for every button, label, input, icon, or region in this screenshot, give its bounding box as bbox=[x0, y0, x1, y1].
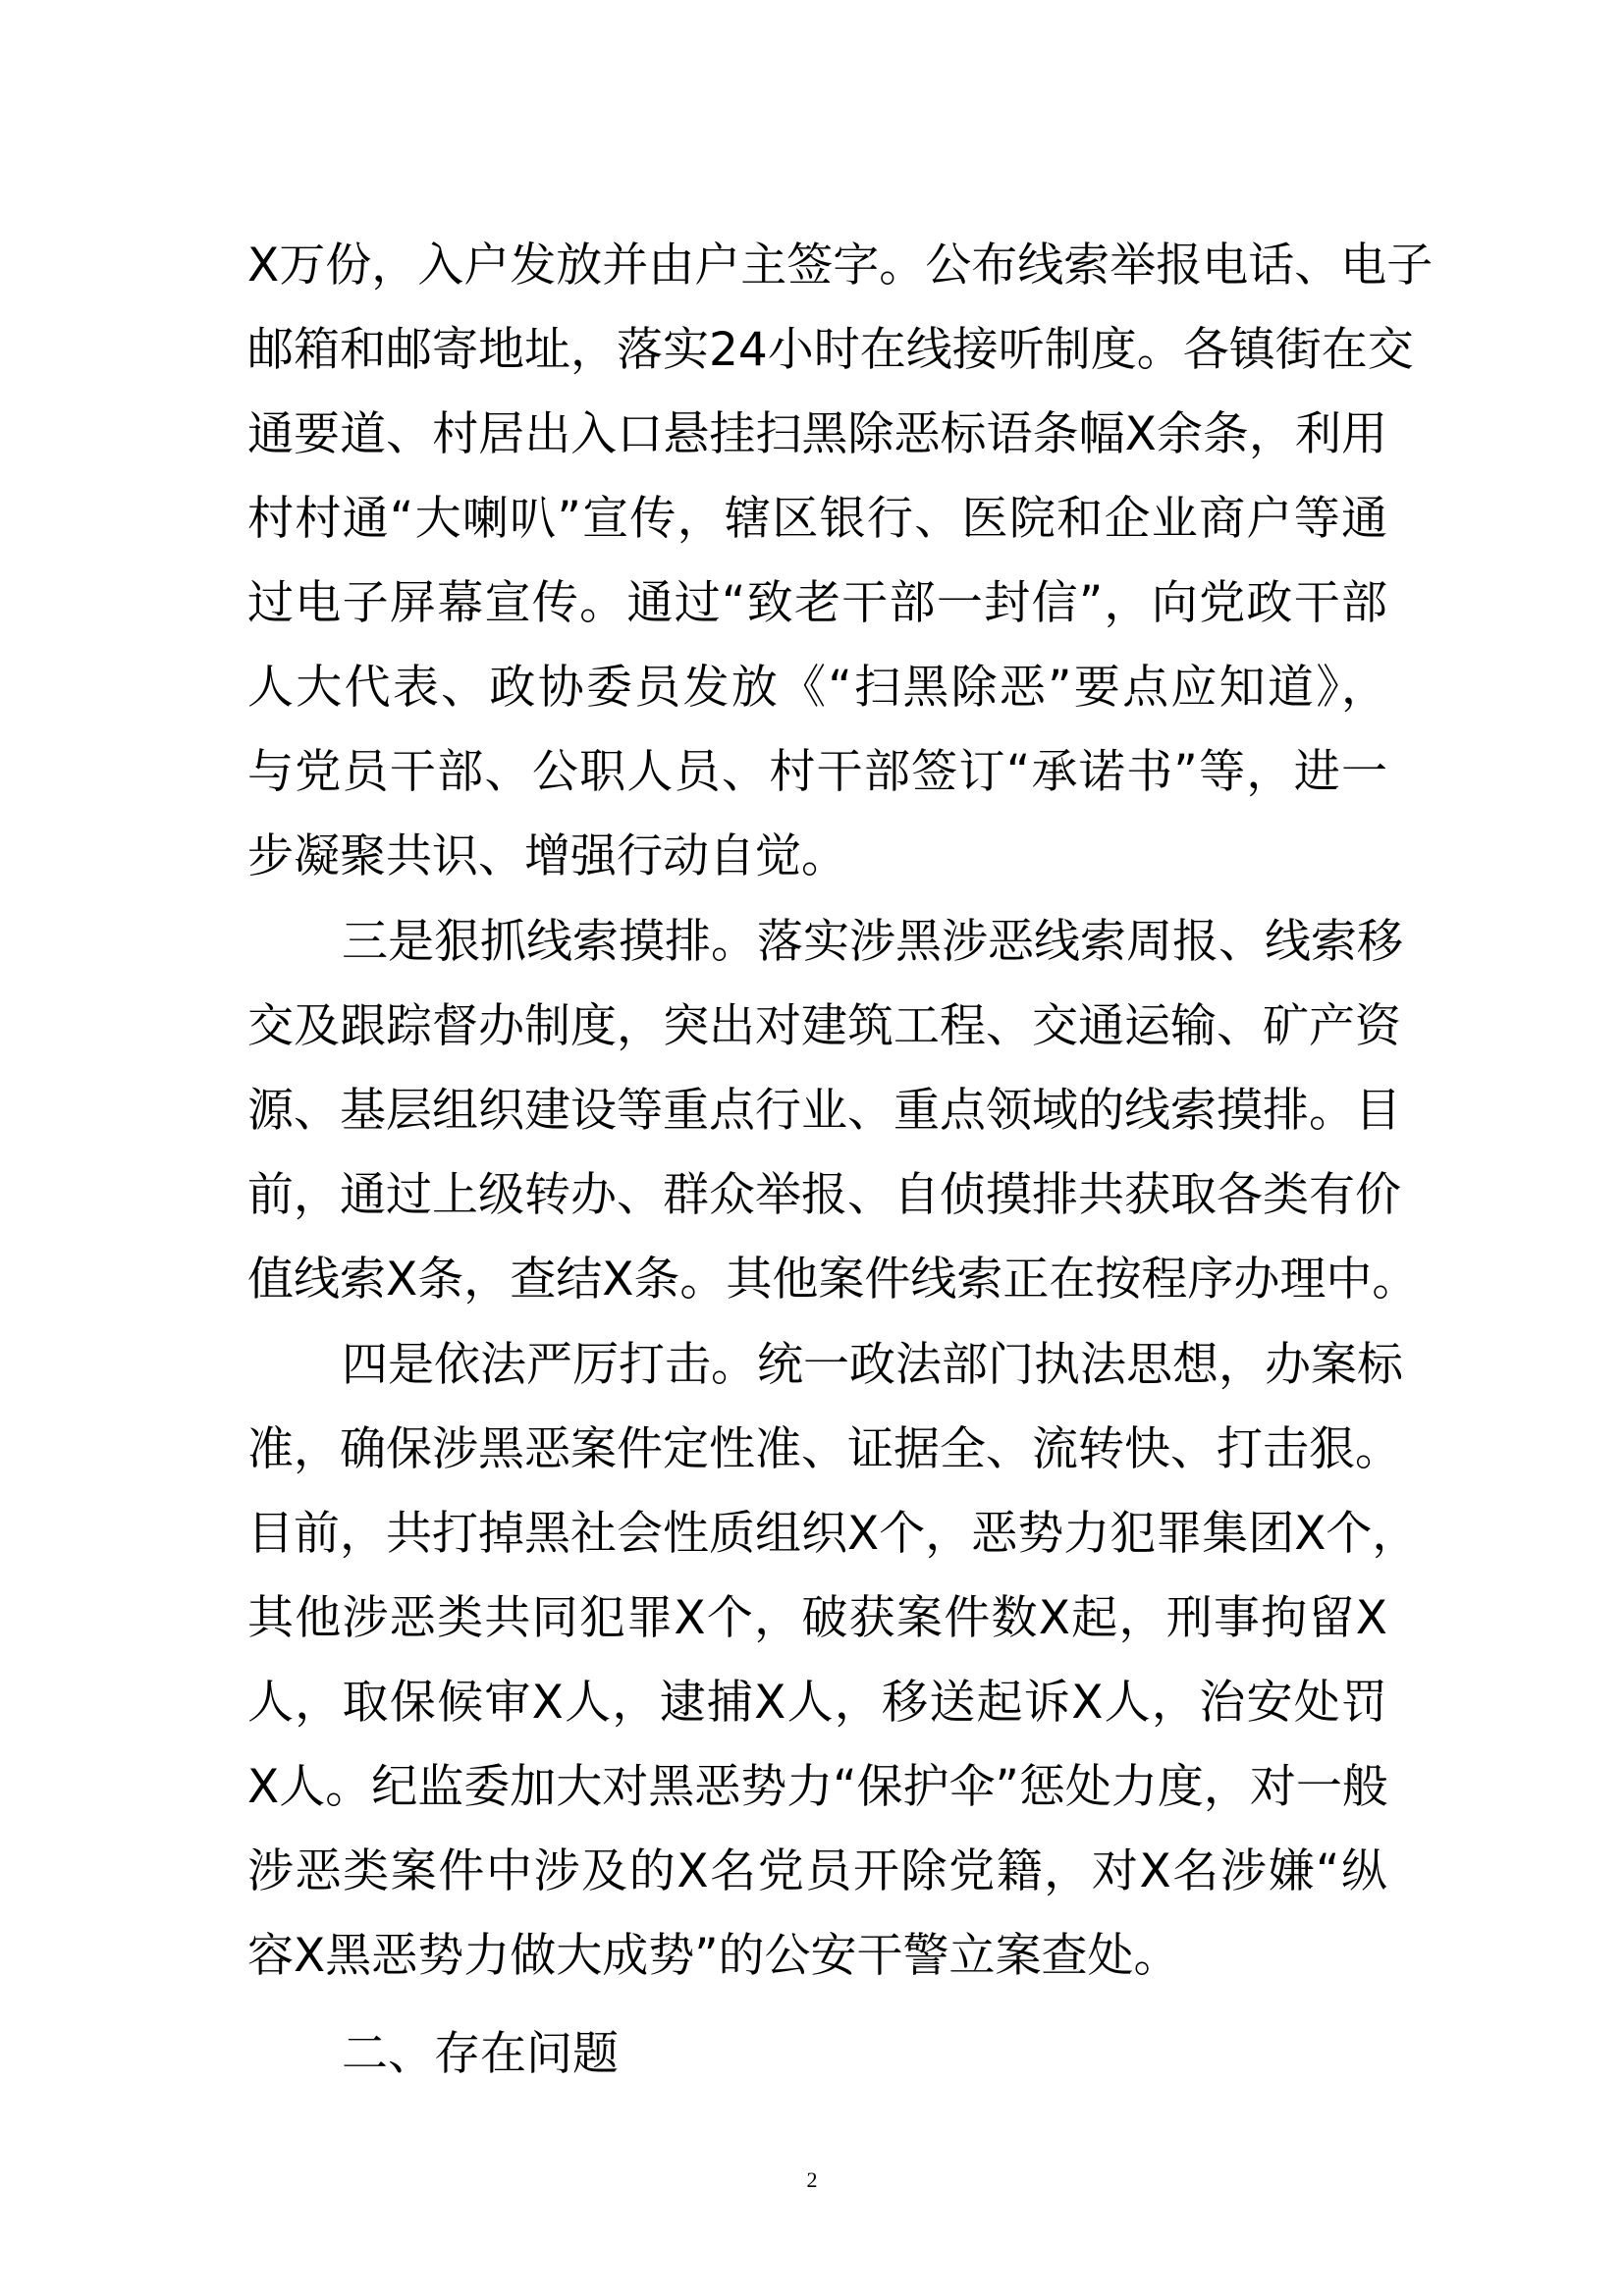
paragraph-3-line: X人。纪监委加大对黑恶势力“保护伞”惩处力度，对一般 bbox=[247, 1760, 1388, 1814]
paragraph-1-line: 通要道、村居出入口悬挂扫黑除恶标语条幅X余条，利用 bbox=[247, 407, 1387, 461]
paragraph-1-line: 邮箱和邮寄地址，落实24小时在线接听制度。各镇街在交 bbox=[247, 323, 1414, 377]
paragraph-2-line: 源、基层组织建设等重点行业、重点领域的线索摸排。目 bbox=[247, 1084, 1401, 1138]
paragraph-3-line: 其他涉恶类共同犯罪X个，破获案件数X起，刑事拘留X bbox=[247, 1591, 1387, 1645]
paragraph-3-line: 目前，共打掉黑社会性质组织X个，恶势力犯罪集团X个， bbox=[247, 1507, 1419, 1561]
paragraph-2-line: 三是狠抓线索摸排。落实涉黑涉恶线索周报、线索移 bbox=[342, 915, 1403, 969]
paragraph-1-line: 人大代表、政协委员发放《“扫黑除恶”要点应知道》， bbox=[247, 661, 1387, 715]
paragraph-1-line: 村村通“大喇叭”宣传，辖区银行、医院和企业商户等通 bbox=[247, 492, 1387, 546]
paragraph-2-line: 前，通过上级转办、群众举报、自侦摸排共获取各类有价 bbox=[247, 1168, 1401, 1222]
paragraph-3-line: 四是依法严厉打击。统一政法部门执法思想，办案标 bbox=[342, 1338, 1403, 1392]
paragraph-1-line: X万份，入户发放并由户主签字。公布线索举报电话、电子 bbox=[247, 239, 1434, 293]
paragraph-3-line: 容X黑恶势力做大成势”的公安干警立案查处。 bbox=[247, 1929, 1180, 1983]
paragraph-1-line: 与党员干部、公职人员、村干部签订“承诺书”等，进一 bbox=[247, 745, 1387, 799]
paragraph-3-line: 准，确保涉黑恶案件定性准、证据全、流转快、打击狠。 bbox=[247, 1422, 1401, 1476]
paragraph-2-line: 交及跟踪督办制度，突出对建筑工程、交通运输、矿产资 bbox=[247, 999, 1401, 1053]
page-number: 2 bbox=[806, 2167, 818, 2192]
section-heading: 二、存在问题 bbox=[342, 2027, 619, 2081]
paragraph-3-line: 涉恶类案件中涉及的X名党员开除党籍，对X名涉嫌“纵 bbox=[247, 1844, 1387, 1898]
paragraph-1-line: 过电子屏幕宣传。通过“致老干部一封信”，向党政干部 bbox=[247, 576, 1387, 630]
paragraph-1-line: 步凝聚共识、增强行动自觉。 bbox=[247, 829, 847, 883]
paragraph-2-line: 值线索X条，查结X条。其他案件线索正在按程序办理中。 bbox=[247, 1253, 1419, 1307]
paragraph-3-line: 人，取保候审X人，逮捕X人，移送起诉X人，治安处罚 bbox=[247, 1676, 1387, 1730]
